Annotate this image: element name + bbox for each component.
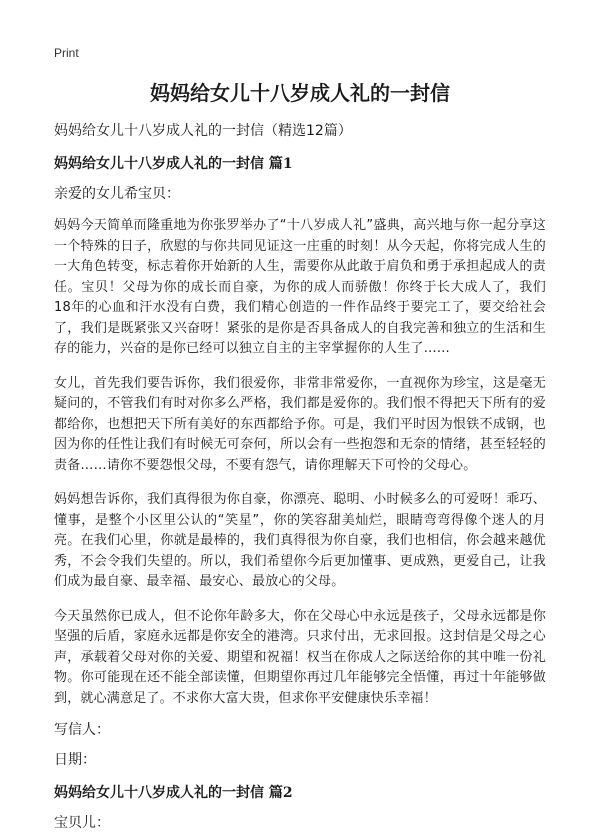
page-title: 妈妈给女儿十八岁成人礼的一封信	[150, 81, 450, 105]
print-link[interactable]: Print	[54, 46, 79, 60]
letter-paragraph: 今天虽然你已成人，但不论你年龄多大，你在父母心中永远是孩子，父母永远都是你坚强的后盾，家庭永远都是你安全的港湾。只求付出，无求回报。这封信是父母之心声，承载着父母对你的关爱、期望和祝福！权当在你成人之际送给你的其中唯一份礼物。你可能现在还不能全部读懂，但期望你再过几年能够完全悟懂，再过十年能够做到，就心满意足了。不求你大富大贵，但求你平安健康快乐幸福！	[54, 608, 546, 706]
section-heading-1: 妈妈给女儿十八岁成人礼的一封信 篇1	[54, 156, 293, 172]
section-heading-2: 妈妈给女儿十八岁成人礼的一封信 篇2	[54, 785, 293, 801]
letter-greeting-1: 亲爱的女儿希宝贝：	[54, 186, 180, 202]
signature-label: 写信人：	[54, 722, 110, 738]
document-subtitle: 妈妈给女儿十八岁成人礼的一封信（精选12篇）	[54, 123, 352, 139]
letter-paragraph: 妈妈想告诉你，我们真得很为你自豪，你漂亮、聪明、小时候多么的可爱呀！乖巧、懂事，是整个小区里公认的“笑星”，你的笑容甜美灿烂，眼睛弯弯得像个迷人的月亮。在我们心里，你就是最棒的，我们真得很为你自豪，我们也相信，你会越来越优秀，不会令我们失望的。所以，我们希望你今后更加懂事、更成熟，更爱自己，让我们成为最自豪、最幸福、最安心、最放心的父母。	[54, 492, 546, 589]
date-label: 日期：	[54, 752, 96, 768]
letter-greeting-2: 宝贝儿：	[54, 815, 110, 831]
letter-paragraph: 女儿，首先我们要告诉你，我们很爱你，非常非常爱你，一直视你为珍宝，这是毫无疑问的，不管我们有时对你多么严格，我们都是爱你的。我们恨不得把天下所有的爱都给你，也想把天下所有美好的东西都给予你。可是，我们平时因为恨铁不成钢，也因为你的任性让我们有时候无可奈何，所以会有一些抱怨和无奈的情绪，甚至轻轻的责备……请你不要怨恨父母，不要有怨气，请你理解天下可怜的父母心。	[54, 375, 546, 473]
letter-paragraph: 妈妈今天简单而隆重地为你张罗举办了“十八岁成人礼”盛典，高兴地与你一起分享这一个特殊的日子，欣慰的与你共同见证这一庄重的时刻！从今天起，你将完成人生的一大角色转变，标志着你开始新的人生，需要你从此敢于肩负和勇于承担起成人的责任。宝贝！父母为你的成长而自豪，为你的成人而骄傲！你终于长大成人了，我们18年的心血和汗水没有白费，我们精心创造的一件作品终于要完工了，要交给社会了，我们是既紧张又兴奋呀！紧张的是你是否具备成人的自我完善和独立的生活和生存的能力，兴奋的是你已经可以独立自主的主宰掌握你的人生了……	[54, 218, 546, 356]
